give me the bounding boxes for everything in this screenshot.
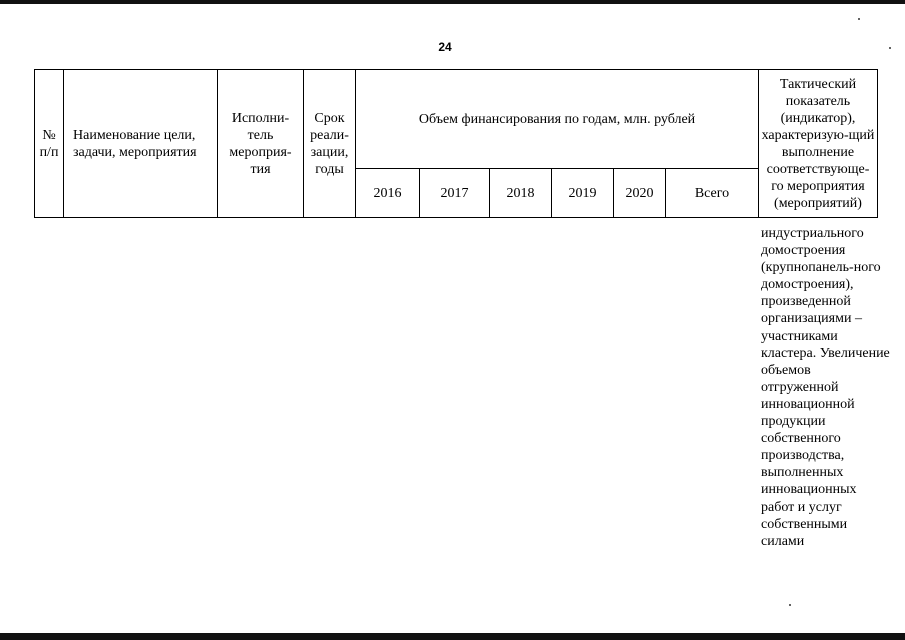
- page-number: 24: [438, 40, 452, 54]
- header-financing: Объем финансирования по годам, млн. рублей: [418, 111, 696, 127]
- scan-speck: [789, 604, 791, 606]
- header-executor: Исполни-тель мероприя-тия: [229, 110, 292, 177]
- scan-edge-bottom: [0, 633, 905, 640]
- header-total: Всего: [694, 185, 730, 201]
- header-num: № п/п: [39, 127, 59, 160]
- header-term: Срок реали-зации, годы: [310, 110, 349, 177]
- scan-speck: [858, 18, 860, 20]
- header-year: 2016: [373, 185, 402, 201]
- scan-edge-top: [0, 0, 905, 4]
- header-year: 2018: [506, 185, 535, 201]
- header-year: 2020: [625, 185, 654, 201]
- financing-table-header: [34, 69, 878, 218]
- indicator-continuation-text: индустриального домостроения (крупнопанель-ного домостроения), произведенной организациями – участниками кластера. Увеличение объемов отгруженной инновационной продукции собственного производства, выполненных инновационных работ и услуг собственными силами: [761, 226, 890, 549]
- header-name: Наименование цели, задачи, мероприятия: [73, 127, 197, 160]
- header-indicator: Тактический показатель (индикатор), характеризую-щий выполнение соответствующе-го мероприятия (мероприятий): [761, 76, 875, 211]
- header-year: 2019: [568, 185, 597, 201]
- header-year: 2017: [440, 185, 469, 201]
